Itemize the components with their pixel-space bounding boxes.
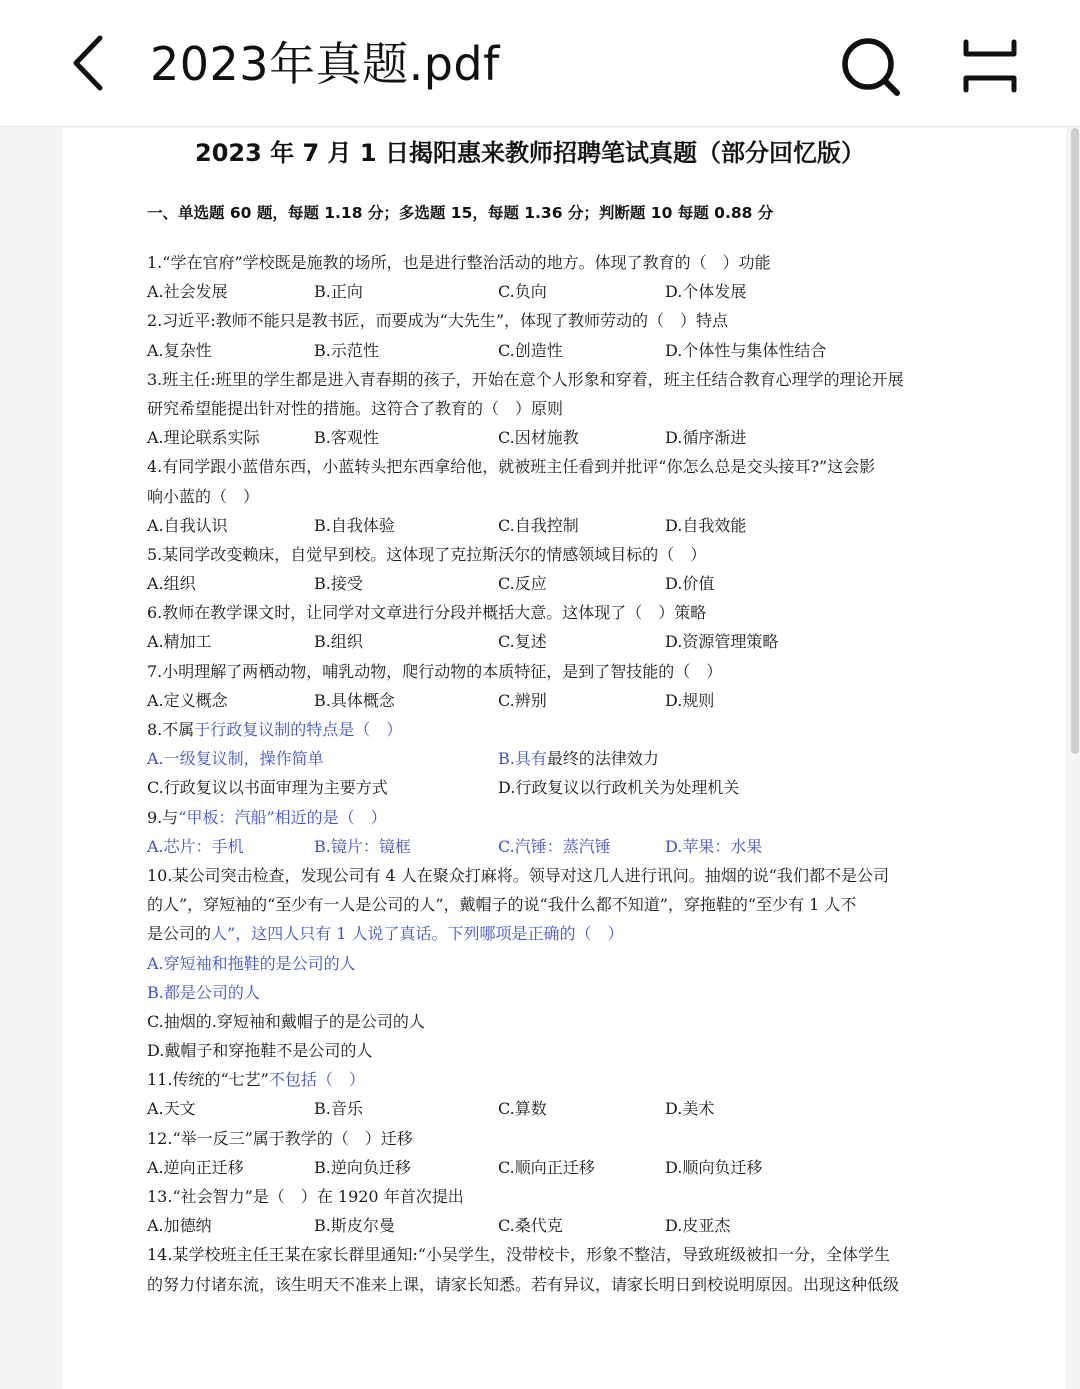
option: C.反应 (498, 574, 547, 594)
highlighted-text: 不包括（ ） (268, 1070, 365, 1090)
options-row (147, 627, 947, 656)
section-heading: 一、单选题 60 题，每题 1.18 分；多选题 15，每题 1.36 分；判断题 10 每题 0.88 分 (147, 204, 774, 222)
options-row (147, 336, 947, 365)
search-icon (838, 34, 902, 98)
options-row (147, 773, 947, 802)
question-text: 7.小明理解了两栖动物，哺乳动物，爬行动物的本质特征，是到了智技能的（ ） (147, 661, 723, 681)
question-stem (147, 540, 947, 569)
option: D.循序渐进 (665, 428, 747, 448)
option: B.逆向负迁移 (314, 1157, 411, 1177)
option: C.自我控制 (498, 515, 579, 535)
question-text: 的努力付诸东流，该生明天不准来上课，请家长知悉。若有异议，请家长明日到校说明原因。出现这种低级 (147, 1274, 900, 1294)
option: B.都是公司的人 (147, 982, 260, 1002)
options-row (147, 744, 947, 773)
option: C.负向 (498, 282, 547, 302)
question-text: 6.教师在教学课文时，让同学对文章进行分段并概括大意。这体现了（ ）策略 (147, 603, 707, 623)
option: C.辨别 (498, 690, 547, 710)
question-stem (147, 306, 947, 335)
option: A.复杂性 (147, 340, 212, 360)
question-text: 响小蓝的（ ） (147, 486, 260, 506)
question-stem (147, 1124, 947, 1153)
option: C.行政复议以书面审理为主要方式 (147, 778, 388, 798)
option: D.价值 (665, 574, 715, 594)
option: B.自我体验 (314, 515, 395, 535)
option: A.自我认识 (147, 515, 228, 535)
option: B.接受 (314, 574, 363, 594)
option: D.皮亚杰 (665, 1216, 731, 1236)
question-stem (147, 452, 947, 481)
options-row (147, 511, 947, 540)
question-text: 8.不属 (147, 720, 195, 739)
option: C.桑代克 (498, 1216, 563, 1236)
option-text: 最终的法律效力 (546, 749, 659, 769)
question-text: 的人”，穿短袖的“至少有一人是公司的人”，戴帽子的说“我什么都不知道”，穿拖鞋的“至少有 1 人不 (147, 895, 857, 915)
option: D.苹果：水果 (665, 836, 763, 856)
question-text: 12.“举一反三”属于教学的（ ）迁移 (147, 1128, 413, 1148)
question-stem (147, 861, 947, 890)
options-row (147, 1094, 947, 1123)
option: B.斯皮尔曼 (314, 1216, 395, 1236)
option: C.汽锤：蒸汽锤 (498, 836, 611, 856)
option: D.美术 (665, 1099, 715, 1119)
question-text: 10.某公司突击检查，发现公司有 4 人在聚众打麻将。领导对这几人进行讯问。抽烟的说“我们都不是公司 (147, 865, 889, 885)
question-stem (147, 598, 947, 627)
question-text: 是公司的 (147, 924, 212, 944)
option: D.自我效能 (665, 515, 747, 535)
question-stem (147, 394, 947, 423)
menu-icon (956, 34, 1024, 98)
question-text: 5.某同学改变赖床，自觉早到校。这体现了克拉斯沃尔的情感领域目标的（ ） (147, 544, 707, 564)
option: B.示范性 (314, 340, 379, 360)
option: A.芯片：手机 (147, 836, 244, 856)
option: C.因材施教 (498, 428, 579, 448)
option: B.组织 (314, 632, 363, 652)
option: A.天文 (147, 1099, 196, 1119)
option: A.加德纳 (147, 1216, 212, 1236)
option: D.顺向负迁移 (665, 1157, 763, 1177)
option: D.规则 (665, 690, 715, 710)
option: D.资源管理策略 (665, 632, 779, 652)
question-stem (147, 715, 947, 744)
option: C.复述 (498, 632, 547, 652)
back-button[interactable] (62, 30, 122, 96)
option (498, 744, 659, 773)
highlighted-text: B.具有 (498, 749, 547, 769)
options-row (147, 277, 947, 306)
option: D.个体发展 (665, 282, 747, 302)
top-bar (0, 0, 1080, 127)
question-text: 4.有同学跟小蓝借东西，小蓝转头把东西拿给他，就被班主任看到并批评“你怎么总是交头接耳?”这会影 (147, 457, 876, 477)
question-text: 13.“社会智力”是（ ）在 1920 年首次提出 (147, 1187, 464, 1206)
question-stem (147, 1065, 947, 1094)
scrollbar[interactable] (1071, 128, 1079, 754)
file-title: 2023年真题.pdf (150, 37, 500, 91)
options-row (147, 423, 947, 452)
options-row (147, 1211, 947, 1240)
question-text: 11.传统的“七艺” (147, 1070, 269, 1090)
options-row (147, 1153, 947, 1182)
highlighted-text: 人”，这四人只有 1 人说了真话。下列哪项是正确的（ ） (211, 924, 624, 944)
option: C.顺向正迁移 (498, 1157, 595, 1177)
question-text: 1.“学在官府”学校既是施教的场所，也是进行整治活动的地方。体现了教育的（ ）功能 (147, 253, 771, 272)
option: B.客观性 (314, 428, 379, 448)
option: A.精加工 (147, 632, 212, 652)
option: A.社会发展 (147, 282, 228, 302)
question-text: 14.某学校班主任王某在家长群里通知:“小吴学生，没带校卡，形象不整洁，导致班级被扣一分，全体学生 (147, 1245, 891, 1265)
options-row (147, 686, 947, 715)
question-stem (147, 1182, 947, 1211)
options-row (147, 832, 947, 861)
option: A.一级复议制，操作简单 (147, 749, 324, 769)
option: D.个体性与集体性结合 (665, 340, 827, 360)
option: B.具体概念 (314, 690, 395, 710)
highlighted-text: 于行政复议制的特点是（ ） (194, 720, 403, 739)
option: B.镜片：镜框 (314, 836, 411, 856)
option: B.正向 (314, 282, 363, 302)
question-stem (147, 803, 947, 832)
question-stem (147, 919, 947, 948)
option: D.行政复议以行政机关为处理机关 (498, 778, 740, 798)
question-list (147, 248, 947, 1299)
question-stem (147, 1270, 947, 1299)
option: A.定义概念 (147, 690, 228, 710)
question-stem (147, 365, 947, 394)
options-row (147, 569, 947, 598)
question-stem (147, 482, 947, 511)
question-stem (147, 657, 947, 686)
question-stem (147, 890, 947, 919)
option: A.穿短袖和拖鞋的是公司的人 (147, 953, 356, 973)
question-text: 9.与 (147, 807, 179, 827)
option: A.组织 (147, 574, 196, 594)
option: C.算数 (498, 1099, 547, 1119)
question-stem (147, 1240, 947, 1269)
option: C.创造性 (498, 340, 563, 360)
question-text: 2.习近平:教师不能只是教书匠，而要成为“大先生”，体现了教师劳动的（ ）特点 (147, 311, 729, 331)
chevron-left-icon (62, 30, 122, 96)
option: B.音乐 (314, 1099, 363, 1119)
search-button[interactable] (838, 34, 902, 98)
question-stem (147, 248, 947, 277)
document-title: 2023 年 7 月 1 日揭阳惠来教师招聘笔试真题（部分回忆版） (195, 139, 865, 167)
question-text: 3.班主任:班里的学生都是进入青春期的孩子，开始在意个人形象和穿着，班主任结合教育心理学的理论开展 (147, 369, 904, 389)
menu-button[interactable] (956, 34, 1024, 98)
option: A.逆向正迁移 (147, 1157, 244, 1177)
option: D.戴帽子和穿拖鞋不是公司的人 (147, 1041, 373, 1061)
option: C.抽烟的.穿短袖和戴帽子的是公司的人 (147, 1011, 425, 1031)
highlighted-text: “甲板：汽船”相近的是（ ） (178, 807, 387, 827)
question-text: 研究希望能提出针对性的措施。这符合了教育的（ ）原则 (147, 398, 564, 418)
option: A.理论联系实际 (147, 428, 260, 448)
